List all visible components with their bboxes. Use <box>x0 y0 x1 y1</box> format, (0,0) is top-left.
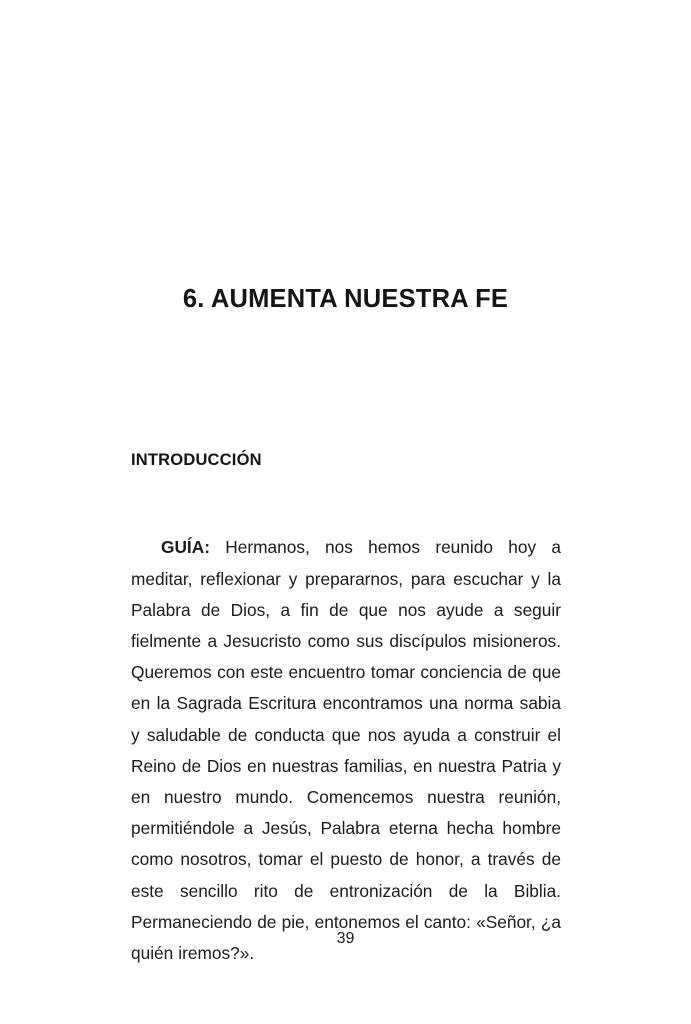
chapter-title: 6. AUMENTA NUESTRA FE <box>182 285 509 314</box>
section-heading: INTRODUCCIÓN <box>131 450 262 469</box>
page-number: 39 <box>336 930 355 947</box>
body-text: Hermanos, nos hemos reunido hoy a meditar, reflexionar y prepararnos, para escuchar y la Palabra de Dios, a fin de que nos ayude a seguir fielmente a Jesucristo como sus discípulos misioneros. Queremos con este encuentro tomar conciencia de que en la Sagrada Escritura encontramos una norma sabia y saludable de conducta que nos ayuda a construir el Reino de Dios en nuestras familias, en nuestra Patria y en nuestro mundo. Comencemos nuestra reunión, permitiéndole a Jesús, Palabra eterna hecha hombre como nosotros, tomar el puesto de honor, a través de este sencillo rito de entronización de la Biblia. Permaneciendo de pie, entonemos el canto: «Señor, ¿a quién iremos?». <box>131 537 561 963</box>
body-paragraph <box>131 532 561 969</box>
speaker-label: GUÍA: <box>161 537 210 558</box>
